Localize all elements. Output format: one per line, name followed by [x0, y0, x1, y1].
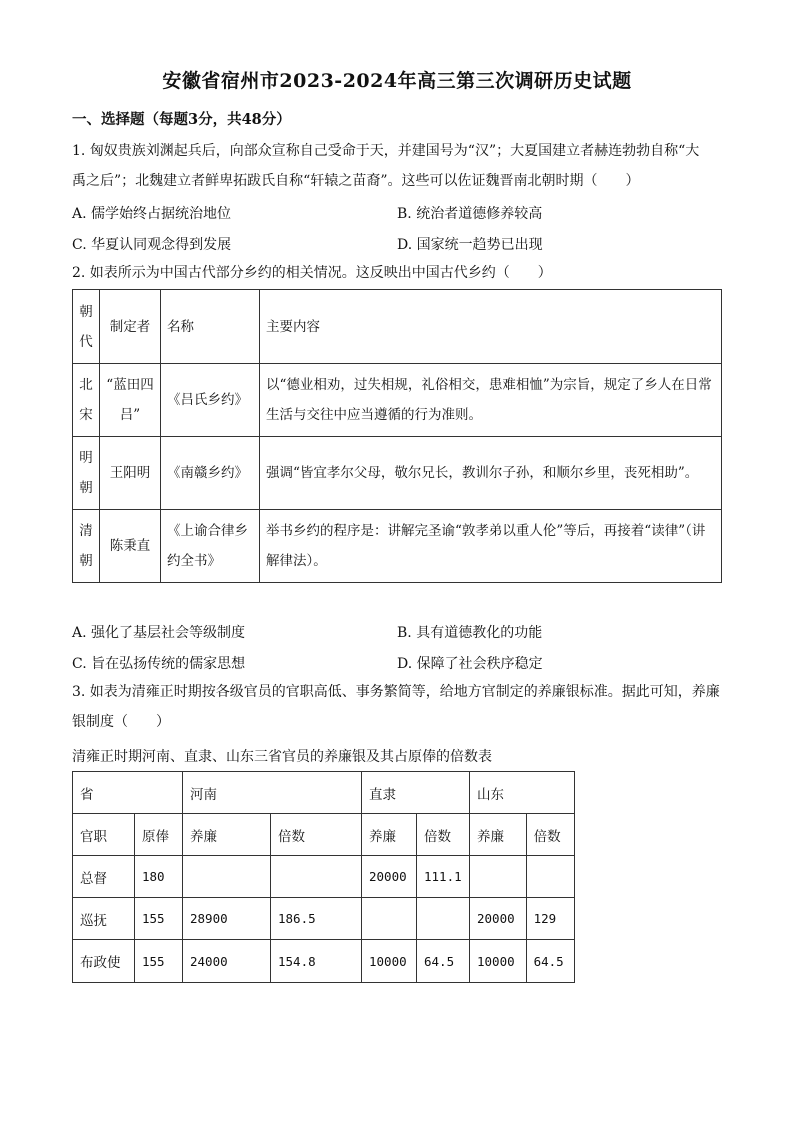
cell-value: [183, 856, 271, 898]
cell-maker: “蓝田四吕”: [100, 364, 161, 437]
question-3-line-1: 3. 如表为清雍正时期按各级官员的官职高低、事务繁简等，给地方官制定的养廉银标准。据此可知，养廉: [72, 684, 720, 700]
question-1-line-2: 禹之后”；北魏建立者鲜卑拓跋氏自称“轩辕之苗裔”。这些可以佐证魏晋南北朝时期（ ）: [72, 173, 640, 189]
cell-dynasty: 清朝: [73, 510, 100, 583]
cell-value: 28900: [183, 898, 271, 940]
table-row: [73, 510, 722, 583]
cell-value: 20000: [362, 856, 417, 898]
table-row: [73, 898, 575, 940]
subheader-cell: 倍数: [271, 814, 362, 856]
cell-value: 155: [135, 940, 183, 983]
header-content: 主要内容: [260, 290, 722, 364]
header-maker: 制定者: [100, 290, 161, 364]
header-zhili: 直隶: [362, 772, 470, 814]
subheader-cell: 官职: [73, 814, 135, 856]
question-3: [72, 677, 722, 737]
header-henan: 河南: [183, 772, 362, 814]
header-dynasty: 朝代: [73, 290, 100, 364]
q2-option-a: A. 强化了基层社会等级制度: [72, 625, 246, 641]
subheader-cell: 养廉: [362, 814, 417, 856]
subheader-cell: 养廉: [470, 814, 527, 856]
salary-table: [72, 771, 575, 983]
cell-content: 以“德业相劝，过失相规，礼俗相交，患难相恤”为宗旨，规定了乡人在日常生活与交往中应当遵循的行为准则。: [260, 364, 722, 437]
cell-content: 强调“皆宜孝尔父母，敬尔兄长，教训尔子孙，和顺尔乡里，丧死相助”。: [260, 437, 722, 510]
cell-value: 64.5: [526, 940, 574, 983]
subheader-cell: 倍数: [526, 814, 574, 856]
table-row: [73, 856, 575, 898]
q1-option-b: B. 统治者道德修养较高: [397, 206, 543, 222]
subheader-cell: 原俸: [135, 814, 183, 856]
cell-value: 111.1: [417, 856, 470, 898]
q2-option-d: D. 保障了社会秩序稳定: [397, 656, 543, 672]
village-covenant-table: [72, 289, 722, 583]
cell-dynasty: 北宋: [73, 364, 100, 437]
cell-value: 24000: [183, 940, 271, 983]
cell-value: 10000: [470, 940, 527, 983]
section-heading: 一、选择题（每题3分，共48分）: [72, 111, 291, 128]
question-1-line-1: 1. 匈奴贵族刘渊起兵后，向部众宣称自己受命于天，并建国号为“汉”；大夏国建立者赫连勃勃自称“大: [72, 143, 700, 159]
q2-option-b: B. 具有道德教化的功能: [397, 625, 543, 641]
header-name: 名称: [161, 290, 260, 364]
cell-value: [271, 856, 362, 898]
cell-name: 《南赣乡约》: [161, 437, 260, 510]
cell-value: 180: [135, 856, 183, 898]
question-1: [72, 136, 722, 196]
table-subheader-row: [73, 814, 575, 856]
cell-value: 20000: [470, 898, 527, 940]
cell-name: 《上谕合律乡约全书》: [161, 510, 260, 583]
cell-value: 154.8: [271, 940, 362, 983]
question-2-stem: 2. 如表所示为中国古代部分乡约的相关情况。这反映出中国古代乡约（ ）: [72, 265, 552, 281]
cell-value: 10000: [362, 940, 417, 983]
cell-value: 64.5: [417, 940, 470, 983]
q1-option-d: D. 国家统一趋势已出现: [397, 237, 543, 253]
header-province: 省: [73, 772, 183, 814]
cell-office: 布政使: [73, 940, 135, 983]
cell-value: [362, 898, 417, 940]
q1-option-a: A. 儒学始终占据统治地位: [72, 206, 232, 222]
cell-value: [470, 856, 527, 898]
q2-option-c: C. 旨在弘扬传统的儒家思想: [72, 656, 246, 672]
table-header-row: [73, 290, 722, 364]
cell-content: 举书乡约的程序是：讲解完圣谕“敦孝弟以重人伦”等后，再接着“读律”（讲解律法）。: [260, 510, 722, 583]
table-row: [73, 437, 722, 510]
cell-value: [526, 856, 574, 898]
cell-value: 129: [526, 898, 574, 940]
cell-dynasty: 明朝: [73, 437, 100, 510]
question-3-line-2: 银制度（ ）: [72, 714, 170, 730]
q1-option-c: C. 华夏认同观念得到发展: [72, 237, 232, 253]
cell-name: 《吕氏乡约》: [161, 364, 260, 437]
table-row: [73, 364, 722, 437]
table-row: [73, 940, 575, 983]
table-caption: 清雍正时期河南、直隶、山东三省官员的养廉银及其占原俸的倍数表: [72, 749, 492, 765]
cell-maker: 陈秉直: [100, 510, 161, 583]
table-header-row: [73, 772, 575, 814]
cell-office: 巡抚: [73, 898, 135, 940]
cell-office: 总督: [73, 856, 135, 898]
header-shandong: 山东: [470, 772, 575, 814]
cell-value: 186.5: [271, 898, 362, 940]
page-title: 安徽省宿州市2023-2024年高三第三次调研历史试题: [162, 70, 632, 92]
subheader-cell: 养廉: [183, 814, 271, 856]
cell-value: 155: [135, 898, 183, 940]
cell-value: [417, 898, 470, 940]
subheader-cell: 倍数: [417, 814, 470, 856]
cell-maker: 王阳明: [100, 437, 161, 510]
